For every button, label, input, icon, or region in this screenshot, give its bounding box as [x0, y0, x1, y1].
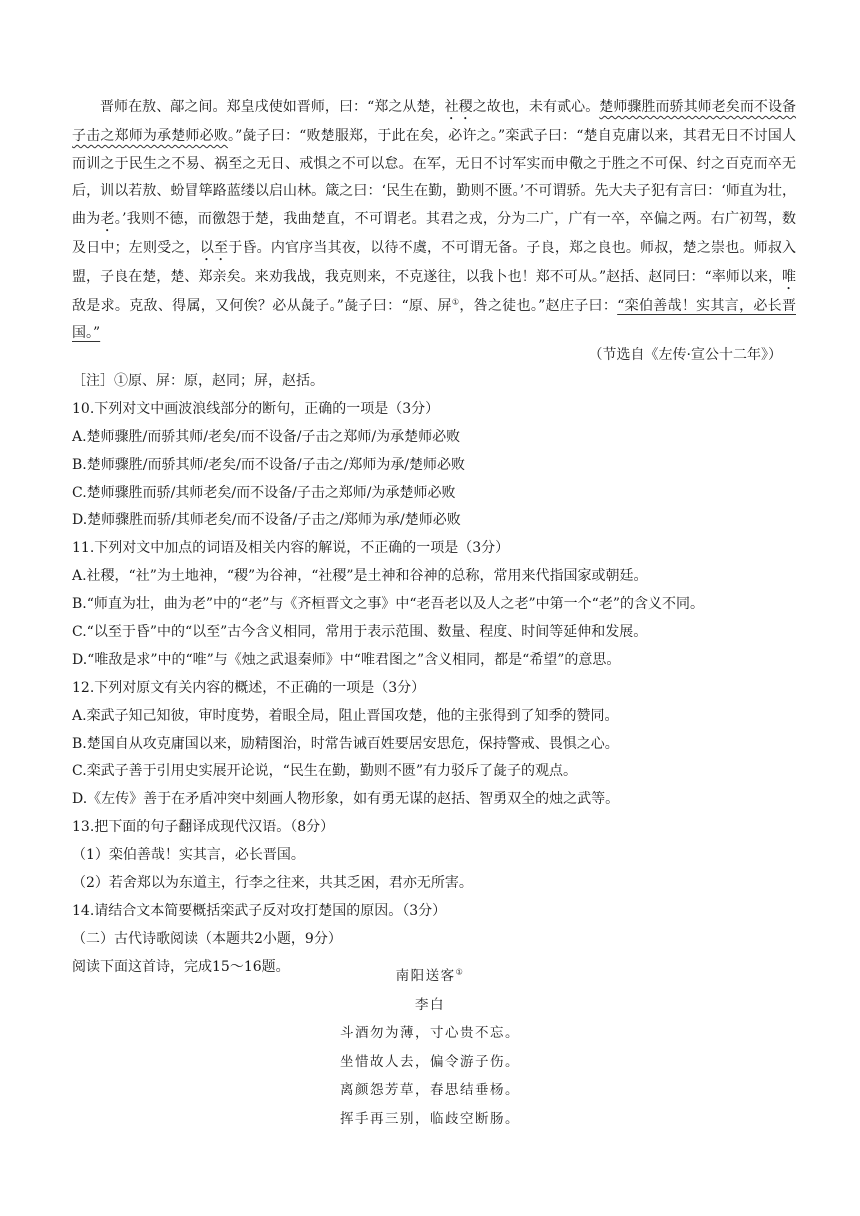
- poem: [0, 962, 860, 1133]
- poem-line: 坐惜故人去，偏令游子伤。: [340, 1053, 520, 1070]
- footnote: ［注］①原、屏：原，赵同；屏，赵括。: [72, 373, 324, 389]
- classical-passage: 晋师在敖、鄗之间。郑皇戌使如晋师，曰：“郑之从楚，社稷之故也，未有贰心。楚师骤胜而骄其师老矣而不设备子击之郑师为承楚师必败。”彘子曰：“败楚服郑，于此在矣，必许之。”栾武子曰：“楚自克庸以来，其君无日不讨国人而训之于民生之不易、祸至之无日、戒惧之不可以怠。在军，无日不讨军实而申儆之于胜之不可保、纣之百克而卒无后，训以若敖、蚡冒筚路蓝缕以启山林。箴之曰：‘民生在勤，勤则不匮。’不可谓骄。先大夫子犯有言曰：‘师直为壮，曲为老。’我则不德，而徼怨于楚，我曲楚直，不可谓老。其君之戎，分为二广，广有一卒，卒偏之两。右广初驾，数及日中；左则受之，以至于昏。内官序当其夜，以待不虞，不可谓无备。子良，郑之良也。师叔，楚之崇也。师叔入盟，子良在楚，楚、郑亲矣。来劝我战，我克则来，不克遂往，以我卜也！郑不可从。”赵括、赵同曰：“率师以来，唯敌是求。克敌、得属，又何俟？必从彘子。”彘子曰：“原、屏①，咎之徒也。”赵庄子曰：“栾伯善哉！实其言，必长晋国。”: [72, 99, 797, 342]
- poem-line: 离颜怨芳草，春思结垂杨。: [340, 1082, 520, 1098]
- q13-part-2: （2）若舍郑以为东道主，行李之往来，共其乏困，君亦无所害。: [72, 875, 473, 892]
- poem-line: 挥手再三别，临歧空断肠。: [340, 1110, 520, 1127]
- question-11: 11.下列对文中加点的词语及相关内容的解说，不正确的一项是（3分）: [72, 540, 510, 557]
- dotted-word-wei: 唯: [782, 268, 796, 285]
- q12-option-b: B.楚国自从攻克庸国以来，励精图治，时常告诫百姓要居安思危，保持警戒、畏惧之心。: [72, 735, 619, 752]
- q12-option-a: A.栾武子知己知彼，审时度势，着眼全局，阻止晋国攻楚，他的主张得到了知季的赞同。: [72, 707, 619, 724]
- underlined-sentence: “栾伯善哉！实其言，必长晋国。”: [72, 297, 796, 342]
- question-12: 12.下列对原文有关内容的概述，不正确的一项是（3分）: [72, 679, 426, 696]
- question-10: 10.下列对文中画波浪线部分的断句，正确的一项是（3分）: [72, 400, 440, 417]
- q10-option-b: B.楚师骤胜/而骄其师/老矣/而不设备/子击之/郑师为承/楚师必败: [72, 456, 466, 473]
- q12-option-c: C.栾武子善于引用史实展开论说，“民生在勤，勤则不匮”有力驳斥了彘子的观点。: [72, 763, 577, 780]
- section-heading-poetry: （二）古代诗歌阅读（本题共2小题，9分）: [72, 930, 342, 947]
- dotted-word-lao: 老: [100, 210, 115, 227]
- footnote-mark: ①: [451, 297, 460, 307]
- dotted-word-yizhi: 以至: [199, 239, 229, 256]
- q10-option-a: A.楚师骤胜/而骄其师/老矣/而不设备/子击之郑师/为承楚师必败: [72, 428, 461, 445]
- poem-title: 南阳送客①: [395, 967, 465, 984]
- q11-option-c: C.“以至于昏”中的“以至”古今含义相同，常用于表示范围、数量、程度、时间等延伸和发展。: [72, 624, 648, 641]
- q10-option-c: C.楚师骤胜而骄/其师老矣/而不设备/子击之郑师/为承楚师必败: [72, 484, 456, 501]
- question-13: 13.把下面的句子翻译成现代汉语。（8分）: [72, 819, 335, 836]
- q12-option-d: D.《左传》善于在矛盾冲突中刻画人物形象，如有勇无谋的赵括、智勇双全的烛之武等。: [72, 791, 620, 808]
- poetry-instruction: 阅读下面这首诗，完成15～16题。: [72, 958, 290, 975]
- dotted-word-sheji: 社稷: [444, 99, 473, 115]
- wavy-underlined-segment: 楚师骤胜而骄其师老矣而不设备子击之郑师为承楚师必败: [72, 99, 797, 144]
- q11-option-a: A.社稷，“社”为土地神，“稷”为谷神，“社稷”是土神和谷神的总称，常用来代指国家或朝廷。: [72, 568, 648, 585]
- question-14: 14.请结合文本简要概括栾武子反对攻打楚国的原因。（3分）: [72, 902, 447, 919]
- poem-footnote-mark: ①: [455, 967, 465, 977]
- q13-part-1: （1）栾伯善哉！实其言，必长晋国。: [72, 847, 305, 864]
- passage-source: （节选自《左传·宣公十二年》）: [588, 347, 782, 363]
- poem-author: 李白: [415, 996, 445, 1013]
- q10-option-d: D.楚师骤胜而骄/其师老矣/而不设备/子击之/郑师为承/楚师必败: [72, 512, 461, 529]
- poem-line: 斗酒勿为薄，寸心贵不忘。: [340, 1025, 520, 1041]
- q11-option-d: D.“唯敌是求”中的“唯”与《烛之武退秦师》中“唯君图之”含义相同，都是“希望”的意思。: [72, 651, 621, 668]
- q11-option-b: B.“师直为壮，曲为老”中的“老”与《齐桓晋文之事》中“老吾老以及人之老”中第一个“老”的含义不同。: [72, 596, 704, 613]
- questions-section: [72, 368, 802, 982]
